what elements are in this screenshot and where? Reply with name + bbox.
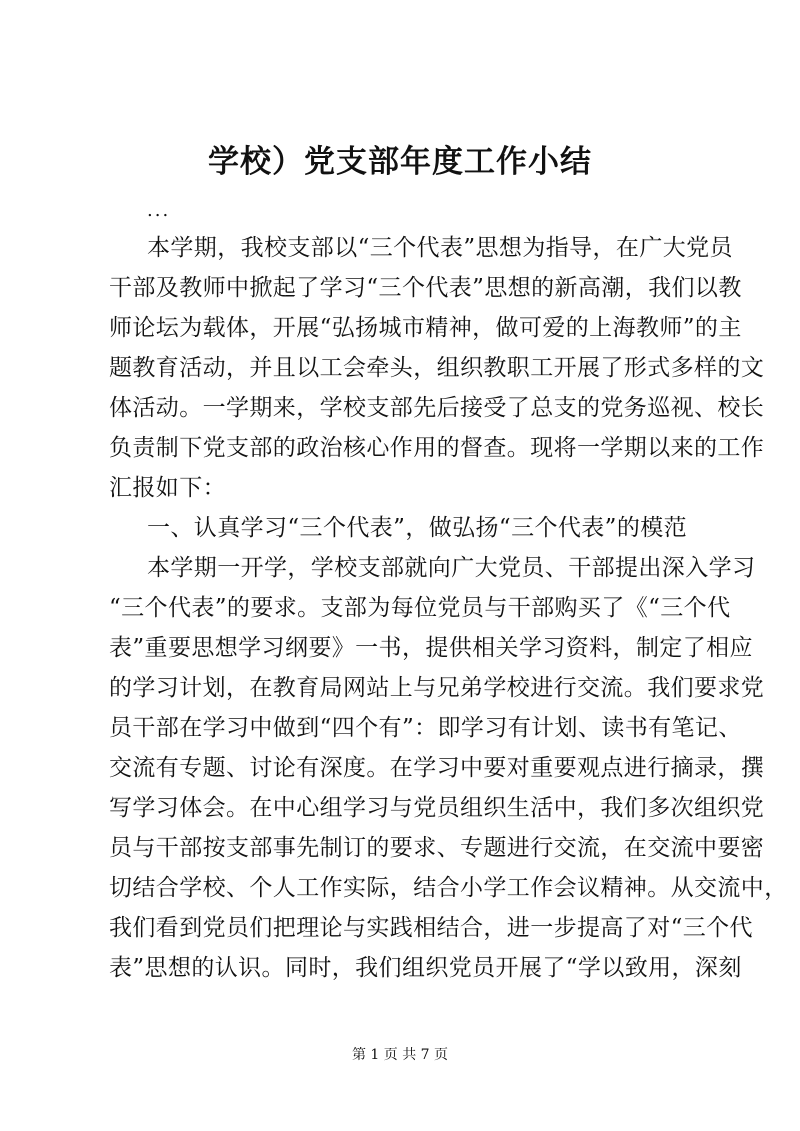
paragraph-line: 表”重要思想学习纲要》一书，提供相关学习资料，制定了相应 xyxy=(109,635,753,661)
paragraph-line: 员干部在学习中做到“四个有”：即学习有计划、读书有笔记、 xyxy=(109,715,742,741)
paragraph-line: 题教育活动，并且以工会牵头，组织教职工开展了形式多样的文 xyxy=(109,355,765,381)
paragraph-line: 汇报如下： xyxy=(109,475,226,501)
paragraph-line: 本学期，我校支部以“三个代表”思想为指导，在广大党员 xyxy=(147,235,733,261)
section-heading: 一、认真学习“三个代表”，做弘扬“三个代表”的模范 xyxy=(147,515,688,541)
paragraph-line: 师论坛为载体，开展“弘扬城市精神，做可爱的上海教师”的主 xyxy=(109,315,742,341)
ellipsis-mark: ... xyxy=(147,200,171,221)
paragraph-line: “三个代表”的要求。支部为每位党员与干部购买了《“三个代 xyxy=(109,595,731,621)
paragraph-line: 员与干部按支部事先制订的要求、专题进行交流，在交流中要密 xyxy=(109,835,765,861)
paragraph-line: 的学习计划，在教育局网站上与兄弟学校进行交流。我们要求党 xyxy=(109,675,765,701)
document-title: 学校）党支部年度工作小结 xyxy=(208,144,592,180)
paragraph-line: 本学期一开学，学校支部就向广大党员、干部提出深入学习 xyxy=(147,555,756,581)
paragraph-line: 体活动。一学期来，学校支部先后接受了总支的党务巡视、校长 xyxy=(109,395,765,421)
page-footer: 第 1 页 共 7 页 xyxy=(351,1047,449,1063)
paragraph-line: 写学习体会。在中心组学习与党员组织生活中，我们多次组织党 xyxy=(109,795,765,821)
paragraph-line: 表”思想的认识。同时，我们组织党员开展了“学以致用，深刻 xyxy=(109,955,742,981)
paragraph-line: 切结合学校、个人工作实际，结合小学工作会议精神。从交流中， xyxy=(109,875,788,901)
paragraph-line: 我们看到党员们把理论与实践相结合，进一步提高了对“三个代 xyxy=(109,915,753,941)
paragraph-line: 负责制下党支部的政治核心作用的督查。现将一学期以来的工作 xyxy=(109,435,765,461)
paragraph-line: 交流有专题、讨论有深度。在学习中要对重要观点进行摘录，撰 xyxy=(109,755,765,781)
paragraph-line: 干部及教师中掀起了学习“三个代表”思想的新高潮，我们以教 xyxy=(109,275,742,301)
